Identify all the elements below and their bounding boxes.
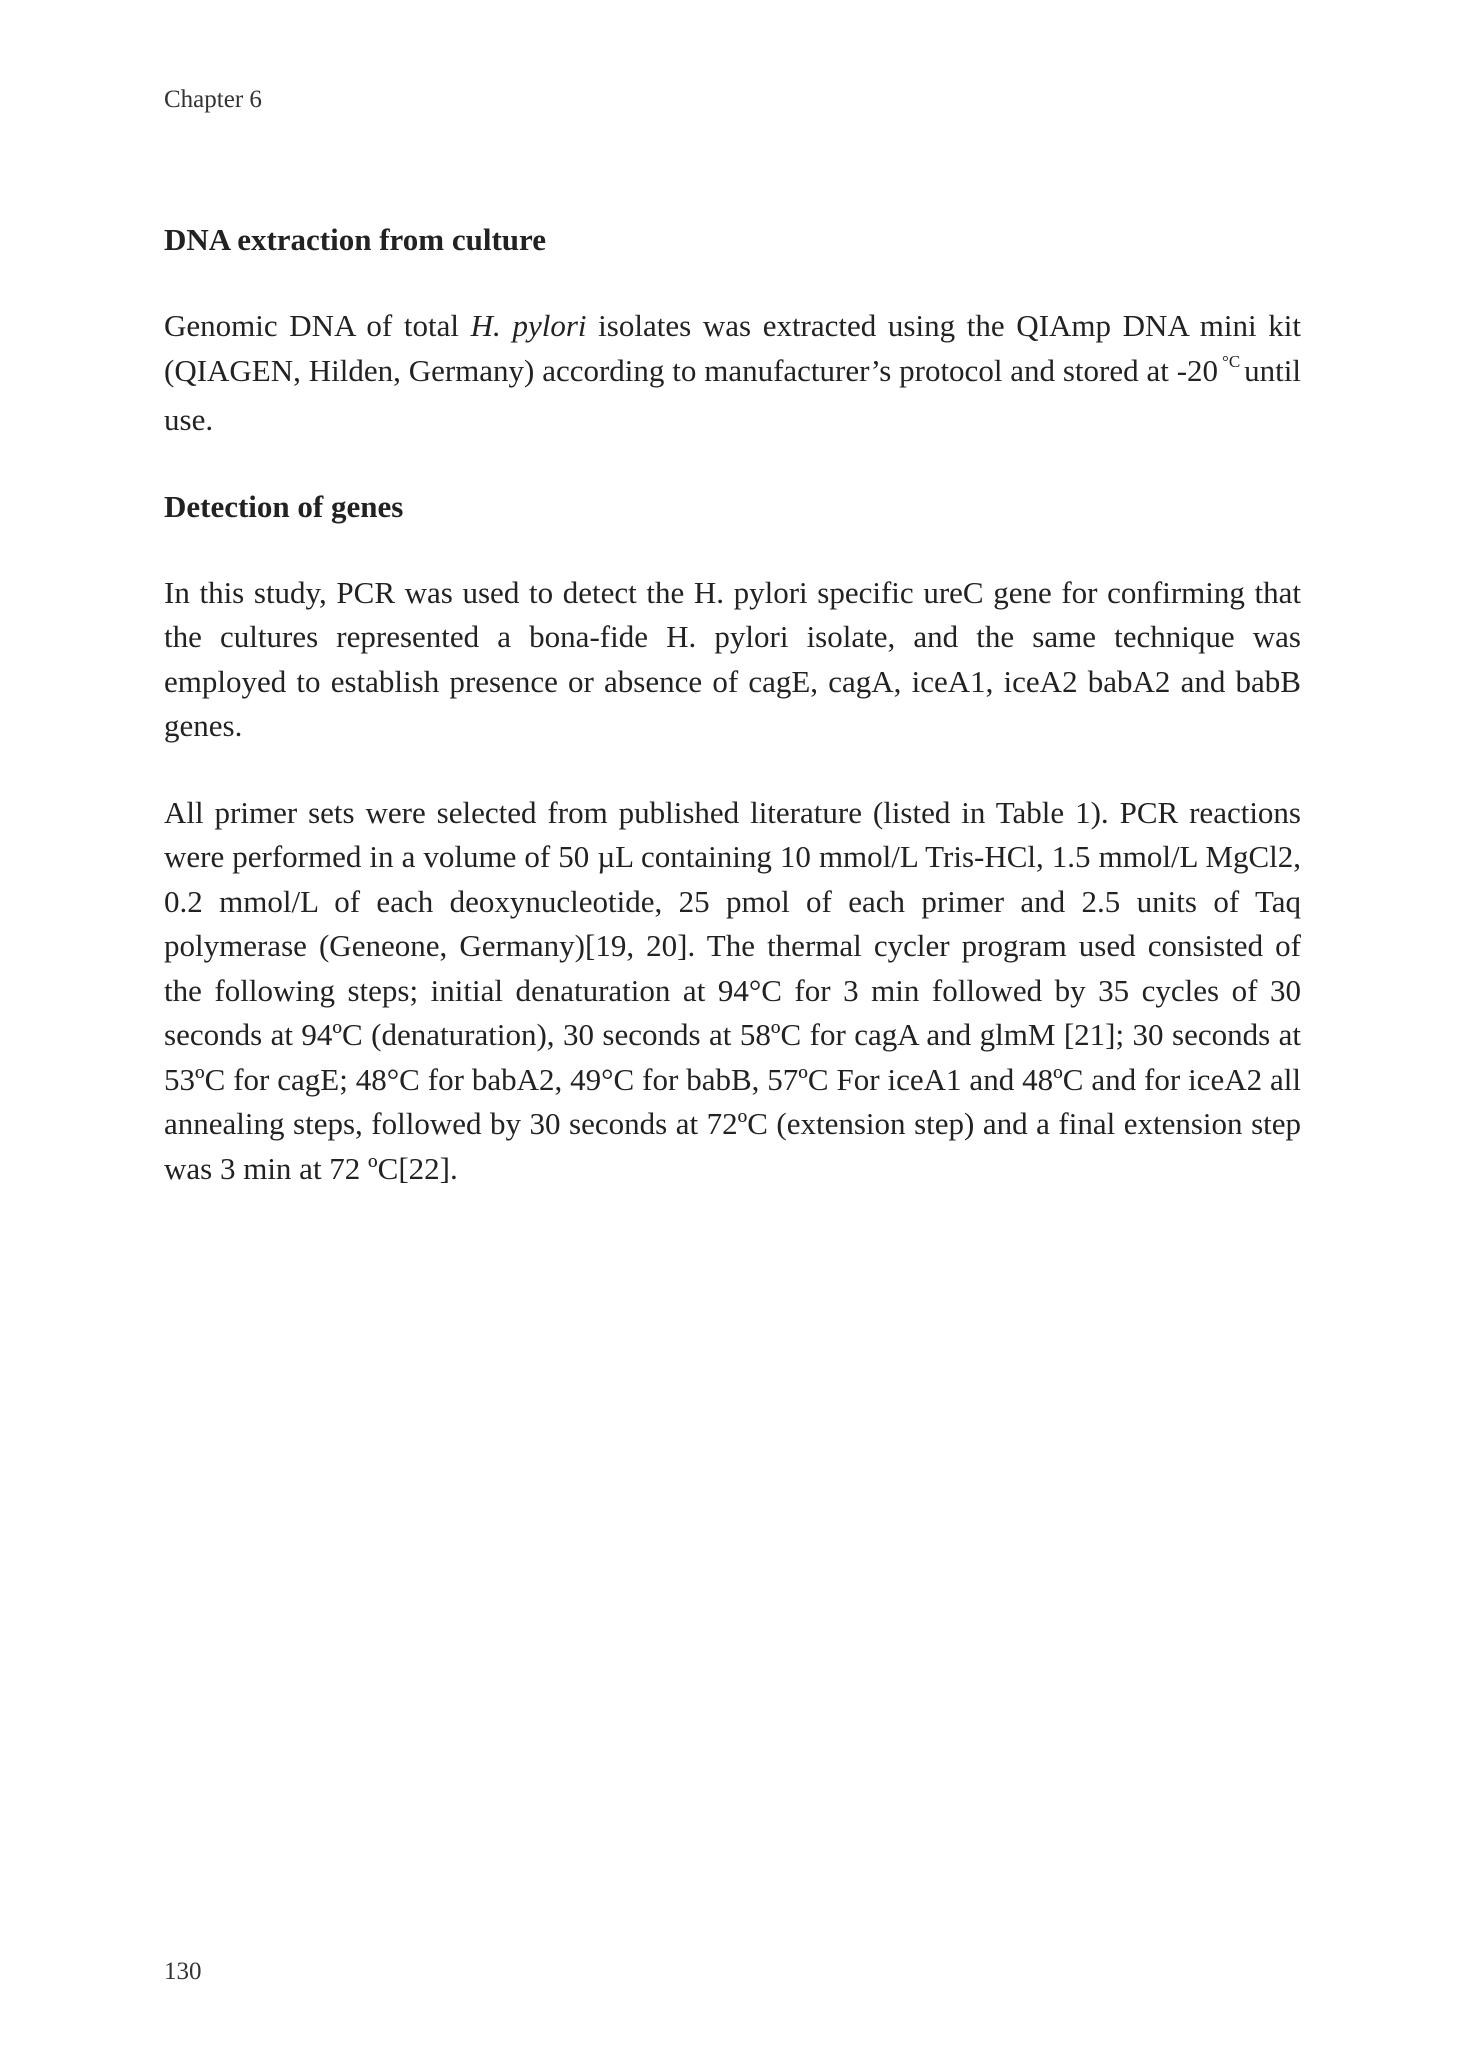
paragraph-dna-extraction	[164, 304, 1301, 443]
page-body	[164, 218, 1301, 1191]
running-header: Chapter 6	[164, 86, 262, 113]
text-segment: Genomic DNA of total	[164, 308, 471, 343]
paragraph-detection-intro: In this study, PCR was used to detect the H. pylori specific ureC gene for confirming that the cultures represented a bona-fide H. pylori isolate, and the same technique was employed to establish presence or absence of cagE, cagA, iceA1, iceA2 babA2 and babB genes.	[164, 574, 1301, 743]
text-segment: isolates was extracted using the QIAmp DNA mini kit (QIAGEN, Hilden, Germany) according to manufacturer’s protocol and stored at -20	[164, 308, 1302, 388]
heading-detection-of-genes: Detection of genes	[164, 488, 404, 524]
species-name: H. pylori	[470, 308, 587, 343]
paragraph-pcr-protocol: All primer sets were selected from published literature (listed in Table 1). PCR reactions were performed in a volume of 50 µL containing 10 mmol/L Tris-HCl, 1.5 mmol/L MgCl2, 0.2 mmol/L of each deoxynucleotide, 25 pmol of each primer and 2.5 units of Taq polymerase (Geneone, Germany)[19, 20]. The thermal cycler program used consisted of the following steps; initial denaturation at 94°C for 3 min followed by 35 cycles of 30 seconds at 94ºC (denaturation), 30 seconds at 58ºC for cagA and glmM [21]; 30 seconds at 53ºC for cagE; 48°C for babA2, 49°C for babB, 57ºC For iceA1 and 48ºC and for iceA2 all annealing steps, followed by 30 seconds at 72ºC (extension step) and a final extension step was 3 min at 72 ºC[22].	[164, 794, 1301, 1186]
temperature-unit: °C	[1222, 351, 1241, 371]
text-segment: until use.	[164, 352, 1301, 437]
heading-dna-extraction: DNA extraction from culture	[164, 222, 546, 257]
page-number: 130	[164, 1958, 202, 1985]
